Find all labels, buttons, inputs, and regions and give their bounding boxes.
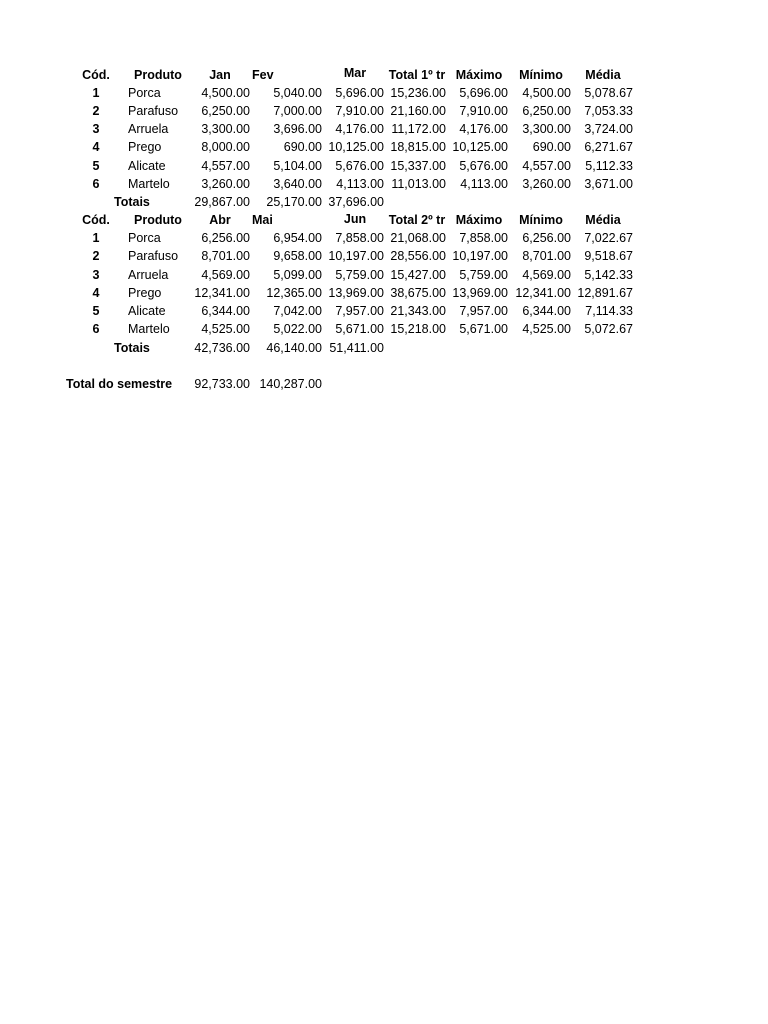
- cell-total: 15,218.00: [390, 322, 446, 336]
- cell-maximo: 5,696.00: [459, 86, 508, 100]
- cell-produto: Prego: [128, 286, 162, 300]
- cell-media: 7,114.33: [585, 304, 633, 318]
- cell-month-2: 7,000.00: [273, 104, 322, 118]
- cell-media: 7,022.67: [584, 231, 633, 245]
- cell-month-3: 4,113.00: [336, 177, 384, 191]
- semester-total-label: Total do semestre: [66, 377, 173, 391]
- cell-month-1: 4,525.00: [201, 322, 250, 336]
- cell-total: 11,172.00: [391, 122, 446, 136]
- header-produto: Produto: [134, 68, 182, 82]
- cell-total: 15,427.00: [390, 268, 446, 282]
- cell-total: 28,556.00: [390, 249, 446, 263]
- header-produto: Produto: [134, 213, 182, 227]
- header-maximo: Máximo: [455, 213, 503, 227]
- cell-cod: 2: [92, 104, 100, 118]
- cell-maximo: 5,759.00: [459, 268, 508, 282]
- cell-maximo: 10,197.00: [452, 249, 508, 263]
- total-month-3: 37,696.00: [328, 195, 384, 209]
- total-month-1: 29,867.00: [194, 195, 250, 209]
- cell-minimo: 6,344.00: [522, 304, 571, 318]
- cell-minimo: 690.00: [532, 140, 571, 154]
- cell-media: 5,072.67: [584, 322, 633, 336]
- cell-month-2: 12,365.00: [266, 286, 322, 300]
- cell-maximo: 7,957.00: [459, 304, 508, 318]
- cell-produto: Porca: [128, 231, 161, 245]
- cell-month-2: 5,022.00: [273, 322, 322, 336]
- cell-month-1: 8,000.00: [201, 140, 250, 154]
- cell-minimo: 3,260.00: [522, 177, 571, 191]
- header-cod: Cód.: [82, 213, 110, 227]
- cell-month-1: 4,500.00: [201, 86, 250, 100]
- header-month-2: Fev: [252, 68, 274, 82]
- cell-produto: Alicate: [128, 159, 166, 173]
- header-month-2: Mai: [252, 213, 273, 227]
- cell-media: 7,053.33: [584, 104, 633, 118]
- cell-total: 11,013.00: [391, 177, 446, 191]
- cell-month-3: 5,676.00: [335, 159, 384, 173]
- cell-media: 12,891.67: [577, 286, 633, 300]
- total-month-2: 25,170.00: [266, 195, 322, 209]
- cell-month-3: 7,957.00: [335, 304, 384, 318]
- cell-month-3: 10,197.00: [328, 249, 384, 263]
- cell-month-2: 3,696.00: [273, 122, 322, 136]
- cell-minimo: 6,250.00: [522, 104, 571, 118]
- cell-minimo: 8,701.00: [522, 249, 571, 263]
- header-total: Total 2º tr: [388, 213, 446, 227]
- cell-month-1: 8,701.00: [201, 249, 250, 263]
- cell-maximo: 4,176.00: [459, 122, 508, 136]
- cell-cod: 2: [92, 249, 100, 263]
- cell-cod: 5: [92, 304, 100, 318]
- cell-media: 5,142.33: [584, 268, 633, 282]
- cell-cod: 4: [92, 286, 100, 300]
- cell-produto: Martelo: [128, 322, 170, 336]
- cell-maximo: 5,671.00: [459, 322, 508, 336]
- cell-media: 5,078.67: [584, 86, 633, 100]
- cell-month-1: 6,256.00: [201, 231, 250, 245]
- semester-total-value-2: 140,287.00: [259, 377, 322, 391]
- header-media: Média: [585, 213, 621, 227]
- cell-minimo: 6,256.00: [522, 231, 571, 245]
- semester-total-value-1: 92,733.00: [194, 377, 250, 391]
- cell-month-1: 4,557.00: [201, 159, 250, 173]
- cell-month-1: 6,344.00: [201, 304, 250, 318]
- cell-maximo: 13,969.00: [452, 286, 508, 300]
- cell-month-1: 3,260.00: [201, 177, 250, 191]
- cell-month-1: 3,300.00: [201, 122, 250, 136]
- cell-month-3: 10,125.00: [328, 140, 384, 154]
- cell-minimo: 12,341.00: [515, 286, 571, 300]
- header-month-3: Mar: [343, 66, 367, 80]
- cell-month-1: 6,250.00: [201, 104, 250, 118]
- cell-cod: 6: [92, 177, 100, 191]
- cell-media: 3,671.00: [584, 177, 633, 191]
- header-maximo: Máximo: [455, 68, 503, 82]
- header-total: Total 1º tr: [388, 68, 446, 82]
- cell-month-3: 5,759.00: [335, 268, 384, 282]
- cell-total: 15,337.00: [390, 159, 446, 173]
- cell-month-2: 5,040.00: [273, 86, 322, 100]
- cell-total: 21,343.00: [390, 304, 446, 318]
- header-cod: Cód.: [82, 68, 110, 82]
- header-month-3: Jun: [343, 212, 367, 226]
- cell-cod: 1: [92, 86, 100, 100]
- cell-month-2: 5,099.00: [273, 268, 322, 282]
- cell-produto: Parafuso: [128, 249, 179, 263]
- cell-month-2: 3,640.00: [273, 177, 322, 191]
- cell-media: 3,724.00: [584, 122, 633, 136]
- cell-maximo: 5,676.00: [459, 159, 508, 173]
- cell-minimo: 4,569.00: [522, 268, 571, 282]
- cell-minimo: 4,500.00: [522, 86, 571, 100]
- header-media: Média: [585, 68, 621, 82]
- cell-month-2: 6,954.00: [273, 231, 322, 245]
- cell-media: 9,518.67: [584, 249, 633, 263]
- totals-label: Totais: [114, 195, 150, 209]
- header-month-1: Jan: [209, 68, 231, 82]
- cell-produto: Porca: [128, 86, 161, 100]
- cell-month-2: 9,658.00: [273, 249, 322, 263]
- cell-cod: 3: [92, 122, 100, 136]
- cell-maximo: 7,858.00: [459, 231, 508, 245]
- cell-month-3: 5,671.00: [335, 322, 384, 336]
- cell-cod: 3: [92, 268, 100, 282]
- total-month-2: 46,140.00: [266, 341, 322, 355]
- cell-month-3: 7,910.00: [335, 104, 384, 118]
- total-month-1: 42,736.00: [194, 341, 250, 355]
- header-minimo: Mínimo: [519, 68, 563, 82]
- total-month-3: 51,411.00: [329, 341, 384, 355]
- cell-cod: 1: [92, 231, 100, 245]
- cell-maximo: 7,910.00: [459, 104, 508, 118]
- cell-month-2: 7,042.00: [273, 304, 322, 318]
- header-month-1: Abr: [209, 213, 231, 227]
- cell-produto: Arruela: [128, 268, 169, 282]
- cell-produto: Arruela: [128, 122, 169, 136]
- cell-minimo: 4,557.00: [522, 159, 571, 173]
- cell-cod: 4: [92, 140, 100, 154]
- cell-maximo: 4,113.00: [460, 177, 508, 191]
- cell-total: 18,815.00: [390, 140, 446, 154]
- cell-media: 5,112.33: [585, 159, 633, 173]
- cell-cod: 6: [92, 322, 100, 336]
- cell-cod: 5: [92, 159, 100, 173]
- cell-produto: Martelo: [128, 177, 170, 191]
- cell-media: 6,271.67: [584, 140, 633, 154]
- cell-month-3: 4,176.00: [335, 122, 384, 136]
- cell-produto: Alicate: [128, 304, 166, 318]
- cell-total: 15,236.00: [390, 86, 446, 100]
- cell-total: 21,068.00: [390, 231, 446, 245]
- cell-month-2: 5,104.00: [273, 159, 322, 173]
- cell-minimo: 3,300.00: [522, 122, 571, 136]
- cell-month-1: 12,341.00: [194, 286, 250, 300]
- cell-month-3: 5,696.00: [335, 86, 384, 100]
- cell-month-3: 13,969.00: [328, 286, 384, 300]
- cell-maximo: 10,125.00: [452, 140, 508, 154]
- header-minimo: Mínimo: [519, 213, 563, 227]
- cell-month-3: 7,858.00: [335, 231, 384, 245]
- totals-label: Totais: [114, 341, 150, 355]
- cell-produto: Parafuso: [128, 104, 179, 118]
- cell-month-2: 690.00: [283, 140, 322, 154]
- cell-minimo: 4,525.00: [522, 322, 571, 336]
- cell-produto: Prego: [128, 140, 162, 154]
- cell-total: 38,675.00: [390, 286, 446, 300]
- cell-month-1: 4,569.00: [201, 268, 250, 282]
- cell-total: 21,160.00: [390, 104, 446, 118]
